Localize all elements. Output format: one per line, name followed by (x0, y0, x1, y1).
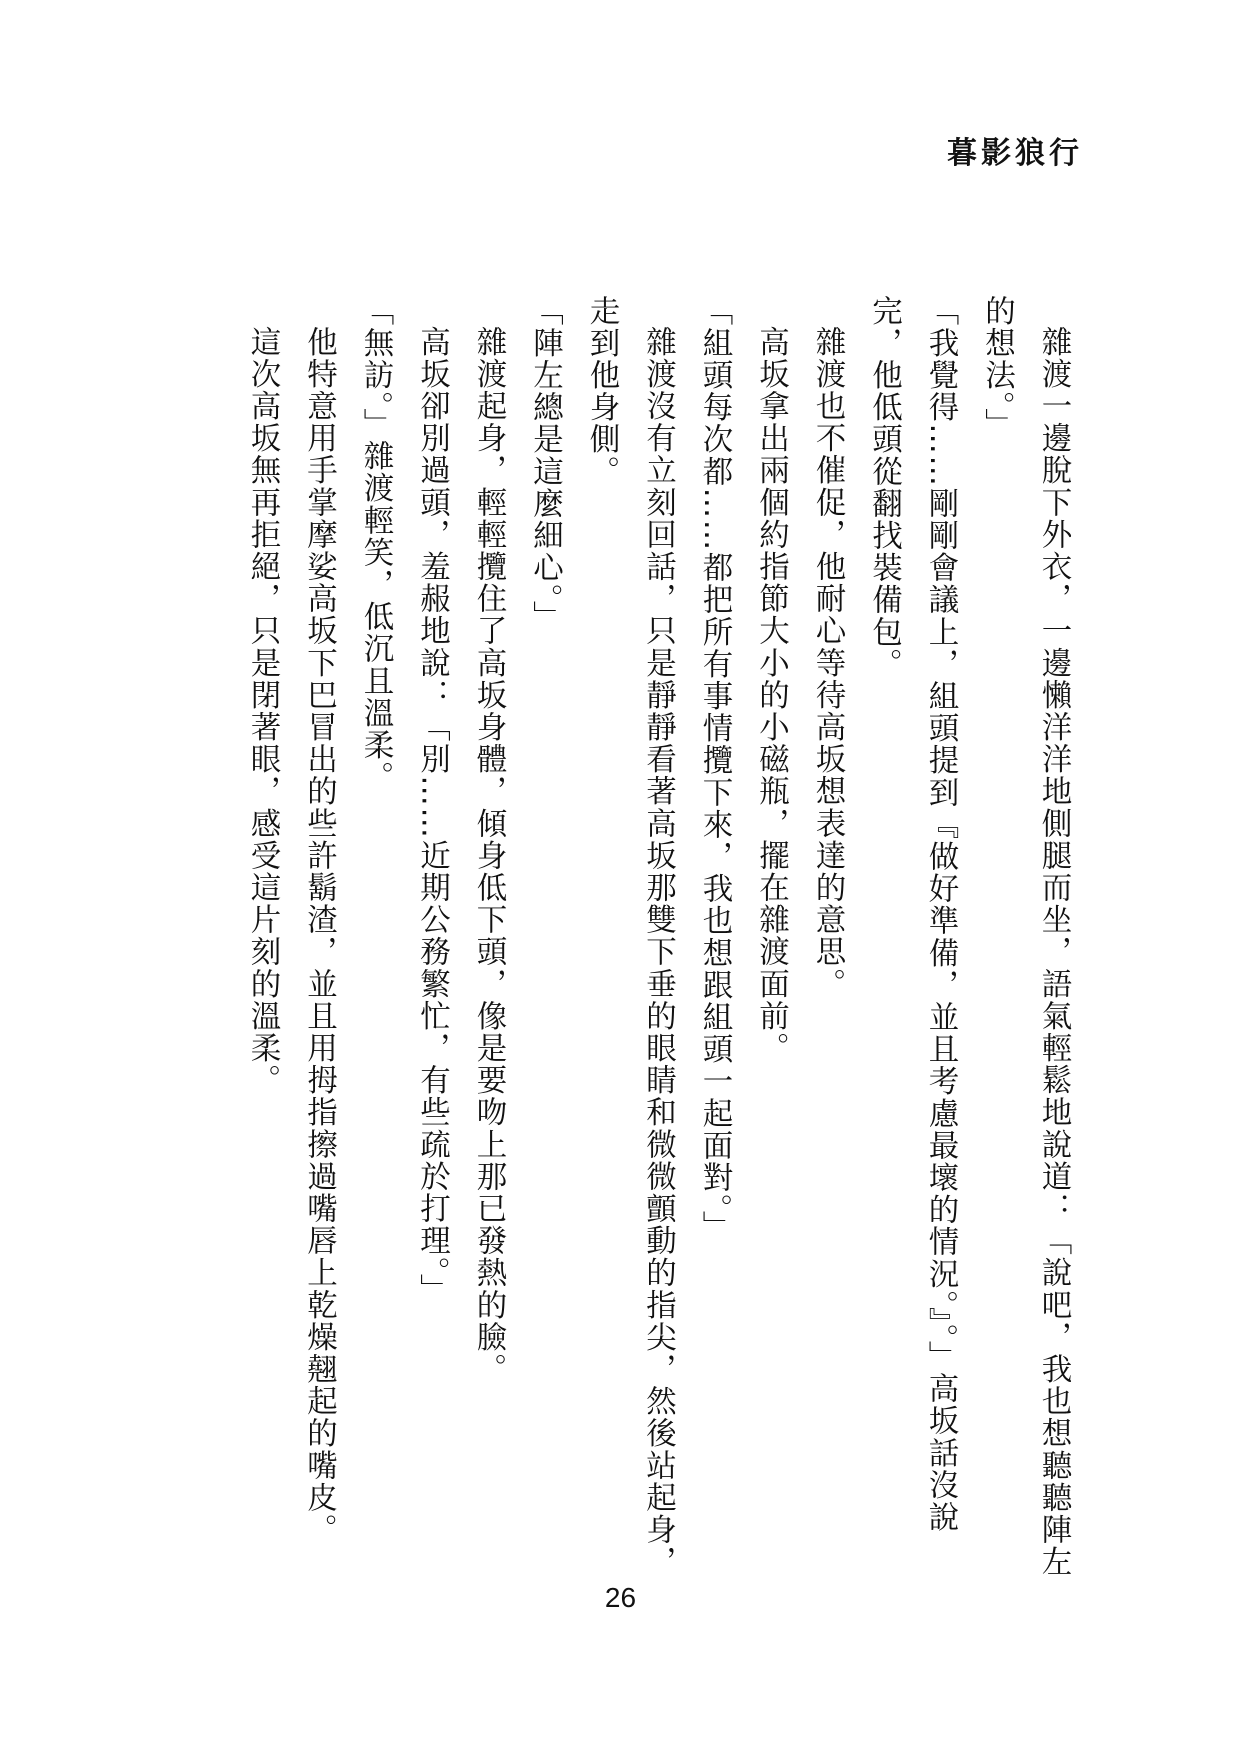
body-text-vertical (151, 295, 1081, 1585)
running-header-title: 暮影狼行 (947, 136, 1083, 171)
paragraph: 雜渡一邊脫下外衣，一邊懶洋洋地側腿而坐，語氣輕鬆地說道：「說吧，我也想聽聽陣左的想法。」 (979, 295, 1071, 1578)
paragraph: 「陣左總是這麼細心。」 (527, 295, 563, 633)
paragraph: 雜渡沒有立刻回話，只是靜靜看著高坂那雙下垂的眼睛和微微顫動的指尖，然後站起身，走到他身側。 (584, 295, 676, 1578)
paragraph: 他特意用手掌摩娑高坂下巴冒出的些許鬍渣，並且用拇指擦過嘴唇上乾燥翹起的嘴皮。 (301, 325, 337, 1546)
paragraph: 雜渡也不催促，他耐心等待高坂想表達的意思。 (810, 325, 845, 1000)
paragraph: 「我覺得……剛剛會議上，組頭提到『做好準備，並且考慮最壞的情況。』。」高坂話沒說完，他低頭從翻找裝備包。 (866, 295, 958, 1534)
paragraph: 雜渡起身，輕輕攬住了高坂身體，傾身低下頭，像是要吻上那已發熱的臉。 (471, 325, 506, 1385)
paragraph: 「組頭每次都……都把所有事情攬下來，我也想跟組頭一起面對。」 (697, 295, 732, 1243)
paragraph: 「無訪。」雜渡輕笑，低沉且溫柔。 (358, 295, 393, 794)
paragraph: 高坂卻別過頭，羞赧地說：「別……近期公務繁忙，有些疏於打理。」 (414, 325, 450, 1306)
paragraph: 這次高坂無再拒絕，只是閉著眼，感受這片刻的溫柔。 (245, 325, 280, 1096)
paragraph: 高坂拿出兩個約指節大小的小磁瓶，擺在雜渡面前。 (753, 325, 789, 1064)
page-number: 26 (604, 1582, 637, 1613)
